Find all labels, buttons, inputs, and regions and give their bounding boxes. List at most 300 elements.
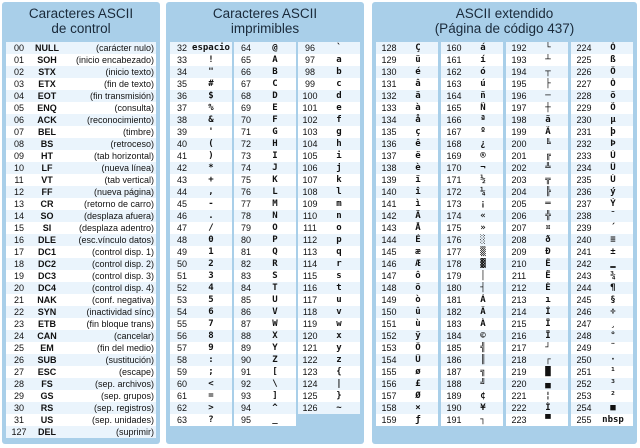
character-cell: S [272, 271, 278, 281]
character-cell: │ [480, 271, 486, 281]
extended-row [376, 138, 438, 150]
code-cell: 13 [13, 199, 24, 209]
character-cell: X [272, 331, 278, 341]
code-cell: 72 [240, 139, 251, 149]
character-cell: q [336, 247, 342, 257]
character-cell: ┘ [545, 343, 551, 353]
code-cell: 171 [446, 175, 462, 185]
character-cell: º [480, 127, 486, 137]
description-cell: (tab vertical) [104, 175, 154, 185]
extended-row [571, 366, 633, 378]
extended-row [441, 186, 503, 198]
code-cell: 18 [13, 259, 24, 269]
extended-row [376, 54, 438, 66]
extended-row [506, 114, 568, 126]
code-cell: 159 [381, 415, 397, 425]
character-cell: Û [610, 163, 616, 173]
code-cell: 02 [13, 67, 24, 77]
mnemonic-cell: SYN [37, 307, 57, 317]
extended-row [506, 306, 568, 318]
extended-row [376, 282, 438, 294]
code-cell: 210 [511, 259, 527, 269]
control-row [6, 102, 156, 114]
extended-row [376, 234, 438, 246]
code-cell: 129 [381, 55, 397, 65]
character-cell: @ [272, 43, 278, 53]
printable-row [170, 366, 232, 378]
control-row [6, 54, 156, 66]
extended-row [376, 294, 438, 306]
code-cell: 194 [511, 67, 527, 77]
mnemonic-cell: DC2 [37, 259, 56, 269]
code-cell: 116 [302, 283, 318, 293]
panel-title-line2: imprimibles [230, 21, 300, 36]
character-cell: ï [415, 175, 421, 185]
extended-row [571, 270, 633, 282]
extended-row [571, 402, 633, 414]
printable-row [298, 90, 360, 102]
code-cell: 00 [13, 43, 24, 53]
extended-row [441, 90, 503, 102]
printable-row [234, 342, 296, 354]
code-cell: 247 [576, 319, 592, 329]
character-cell: ô [415, 271, 421, 281]
description-cell: (timbre) [123, 127, 154, 137]
code-cell: 181 [446, 295, 462, 305]
description-cell: (retroceso) [110, 139, 154, 149]
character-cell: Ò [610, 79, 616, 89]
extended-row [441, 102, 503, 114]
code-cell: 94 [240, 403, 251, 413]
extended-row [441, 66, 503, 78]
control-characters-panel [2, 2, 160, 444]
extended-row [441, 78, 503, 90]
character-cell: N [272, 211, 278, 221]
extended-row [571, 138, 633, 150]
code-cell: 223 [511, 415, 527, 425]
code-cell: 61 [176, 391, 187, 401]
character-cell: & [208, 115, 214, 125]
control-row [6, 90, 156, 102]
code-cell: 75 [240, 175, 251, 185]
control-row [6, 414, 156, 426]
character-cell: Ç [415, 43, 421, 53]
character-cell: t [336, 283, 342, 293]
code-cell: 204 [511, 187, 527, 197]
extended-row [441, 150, 503, 162]
code-cell: 138 [381, 163, 397, 173]
code-cell: 68 [240, 91, 251, 101]
extended-row [376, 102, 438, 114]
mnemonic-cell: EM [40, 343, 54, 353]
code-cell: 234 [576, 163, 592, 173]
code-cell: 226 [576, 67, 592, 77]
description-cell: (inicio texto) [105, 67, 154, 77]
code-cell: 220 [511, 379, 527, 389]
mnemonic-cell: DC4 [37, 283, 56, 293]
code-cell: 56 [176, 331, 187, 341]
code-cell: 208 [511, 235, 527, 245]
code-cell: 147 [381, 271, 397, 281]
character-cell: - [208, 199, 214, 209]
character-cell: 7 [208, 319, 214, 329]
code-cell: 164 [446, 91, 462, 101]
code-cell: 19 [13, 271, 24, 281]
printable-row [234, 330, 296, 342]
description-cell: (esc.vínculo datos) [78, 235, 154, 245]
printable-row [234, 294, 296, 306]
character-cell: k [336, 175, 342, 185]
extended-row [376, 414, 438, 426]
character-cell: Ã [545, 127, 551, 137]
mnemonic-cell: VT [41, 175, 53, 185]
printable-row [234, 258, 296, 270]
character-cell: ┌ [545, 355, 551, 365]
extended-row [441, 282, 503, 294]
code-cell: 95 [240, 415, 251, 425]
character-cell: D [272, 91, 278, 101]
code-cell: 26 [13, 355, 24, 365]
mnemonic-cell: SI [42, 223, 52, 233]
character-cell: ¸ [610, 319, 616, 329]
description-cell: (consulta) [114, 103, 154, 113]
mnemonic-cell: BS [40, 139, 54, 149]
mnemonic-cell: CAN [37, 331, 57, 341]
code-cell: 155 [381, 367, 397, 377]
printable-row [298, 222, 360, 234]
printable-row [234, 282, 296, 294]
code-cell: 22 [13, 307, 24, 317]
character-cell: \ [272, 379, 278, 389]
character-cell: Ú [610, 151, 616, 161]
code-cell: 184 [446, 331, 462, 341]
code-cell: 124 [302, 379, 318, 389]
mnemonic-cell: GS [40, 391, 54, 401]
character-cell: { [336, 367, 342, 377]
printable-row [170, 78, 232, 90]
code-cell: 35 [176, 79, 187, 89]
code-cell: 106 [302, 163, 318, 173]
code-cell: 39 [176, 127, 187, 137]
extended-row [571, 186, 633, 198]
extended-row [571, 390, 633, 402]
character-cell: / [208, 223, 214, 233]
printable-row [170, 270, 232, 282]
character-cell: À [480, 319, 486, 329]
extended-row [376, 210, 438, 222]
code-cell: 45 [176, 199, 187, 209]
character-cell: V [272, 307, 278, 317]
code-cell: 222 [511, 403, 527, 413]
character-cell: ¨ [610, 343, 616, 353]
extended-row [506, 54, 568, 66]
code-cell: 122 [302, 355, 318, 365]
character-cell: K [272, 175, 278, 185]
printable-row [170, 210, 232, 222]
code-cell: 209 [511, 247, 527, 257]
code-cell: 99 [304, 79, 315, 89]
control-row [6, 390, 156, 402]
character-cell: ¤ [545, 223, 551, 233]
extended-row [571, 42, 633, 54]
extended-row [376, 90, 438, 102]
control-row [6, 318, 156, 330]
code-cell: 47 [176, 223, 187, 233]
character-cell: o [336, 223, 342, 233]
character-cell: þ [610, 127, 616, 137]
code-cell: 16 [13, 235, 24, 245]
code-cell: 57 [176, 343, 187, 353]
printable-row [298, 378, 360, 390]
code-cell: 153 [381, 343, 397, 353]
extended-row [376, 222, 438, 234]
code-cell: 09 [13, 151, 24, 161]
printable-row [170, 138, 232, 150]
character-cell: ÷ [610, 307, 616, 317]
mnemonic-cell: EOT [37, 91, 57, 101]
character-cell: p [336, 235, 342, 245]
extended-row [441, 114, 503, 126]
character-cell: ╬ [545, 211, 551, 221]
code-cell: 128 [381, 43, 397, 53]
control-row [6, 402, 156, 414]
mnemonic-cell: ESC [37, 367, 57, 377]
control-row [6, 222, 156, 234]
printable-row [234, 318, 296, 330]
extended-row [376, 270, 438, 282]
character-cell: Ü [415, 355, 421, 365]
printable-row [234, 234, 296, 246]
code-cell: 15 [13, 223, 24, 233]
character-cell: $ [208, 91, 214, 101]
code-cell: 238 [576, 211, 592, 221]
code-cell: 48 [176, 235, 187, 245]
code-cell: 04 [13, 91, 24, 101]
character-cell: H [272, 139, 278, 149]
printable-row [298, 102, 360, 114]
character-cell: ö [415, 283, 421, 293]
code-cell: 139 [381, 175, 397, 185]
code-cell: 154 [381, 355, 397, 365]
description-cell: (cancelar) [113, 331, 154, 341]
code-cell: 62 [176, 403, 187, 413]
character-cell: æ [415, 247, 421, 257]
character-cell: ä [415, 91, 421, 101]
control-row [6, 210, 156, 222]
code-cell: 167 [446, 127, 462, 137]
character-cell: ã [545, 115, 551, 125]
code-cell: 244 [576, 283, 592, 293]
character-cell: Þ [610, 139, 616, 149]
character-cell: Õ [610, 103, 616, 113]
character-cell: õ [610, 91, 616, 101]
code-cell: 249 [576, 343, 592, 353]
control-row [6, 174, 156, 186]
control-row [6, 342, 156, 354]
description-cell: (fin de texto) [103, 79, 154, 89]
control-row [6, 354, 156, 366]
code-cell: 20 [13, 283, 24, 293]
character-cell: 8 [208, 331, 214, 341]
description-cell: (sep. grupos) [100, 391, 154, 401]
character-cell: ‗ [610, 259, 616, 269]
extended-row [441, 306, 503, 318]
code-cell: 173 [446, 199, 462, 209]
extended-row [506, 366, 568, 378]
character-cell: } [336, 391, 342, 401]
code-cell: 121 [302, 343, 318, 353]
panel-title-line1: ASCII extendido [455, 6, 554, 21]
character-cell: « [480, 211, 486, 221]
code-cell: 212 [511, 283, 527, 293]
description-cell: (reconocimiento) [86, 115, 154, 125]
description-cell: (control disp. 4) [91, 283, 154, 293]
character-cell: ¾ [610, 271, 616, 281]
character-cell: ø [415, 367, 421, 377]
printable-row [234, 366, 296, 378]
character-cell: Á [480, 295, 486, 305]
character-cell: ¥ [480, 403, 486, 413]
code-cell: 252 [576, 379, 592, 389]
printable-row [298, 234, 360, 246]
code-cell: 200 [511, 139, 527, 149]
character-cell: ê [415, 139, 421, 149]
character-cell: á [480, 43, 486, 53]
character-cell: B [272, 67, 278, 77]
panel-title-line1: Caracteres ASCII [28, 6, 134, 21]
code-cell: 162 [446, 67, 462, 77]
control-row [6, 246, 156, 258]
extended-row [571, 150, 633, 162]
code-cell: 112 [302, 235, 318, 245]
code-cell: 145 [381, 247, 397, 257]
character-cell: ı [545, 295, 551, 305]
printable-row [298, 150, 360, 162]
printable-row [234, 402, 296, 414]
extended-row [571, 126, 633, 138]
control-row [6, 198, 156, 210]
printable-row [170, 90, 232, 102]
code-cell: 157 [381, 391, 397, 401]
code-cell: 193 [511, 55, 527, 65]
code-cell: 37 [176, 103, 187, 113]
code-cell: 135 [381, 127, 397, 137]
code-cell: 87 [240, 319, 251, 329]
printable-row [170, 306, 232, 318]
description-cell: (fin bloque trans) [86, 319, 154, 329]
extended-row [506, 318, 568, 330]
panel-title [166, 4, 364, 38]
character-cell: Ï [545, 331, 551, 341]
code-cell: 158 [381, 403, 397, 413]
character-cell: ³ [610, 379, 616, 389]
panel-title-line2: (Página de código 437) [434, 21, 575, 36]
character-cell: î [415, 187, 421, 197]
code-cell: 160 [446, 43, 462, 53]
code-cell: 71 [240, 127, 251, 137]
control-row [6, 270, 156, 282]
character-cell: █ [545, 367, 551, 377]
code-cell: 140 [381, 187, 397, 197]
code-cell: 174 [446, 211, 462, 221]
character-cell: ├ [545, 79, 551, 89]
code-cell: 97 [304, 55, 315, 65]
character-cell: ≡ [610, 235, 616, 245]
code-cell: 102 [302, 115, 318, 125]
extended-row [376, 378, 438, 390]
code-cell: 245 [576, 295, 592, 305]
character-cell: ╔ [545, 151, 551, 161]
code-cell: 146 [381, 259, 397, 269]
printable-row [298, 174, 360, 186]
code-cell: 185 [446, 343, 462, 353]
character-cell: ^ [272, 403, 278, 413]
code-cell: 23 [13, 319, 24, 329]
extended-row [506, 42, 568, 54]
extended-row [441, 54, 503, 66]
code-cell: 125 [302, 391, 318, 401]
printable-row [170, 246, 232, 258]
code-cell: 100 [302, 91, 318, 101]
extended-row [441, 126, 503, 138]
character-cell: u [336, 295, 342, 305]
extended-row [441, 222, 503, 234]
code-cell: 231 [576, 127, 592, 137]
code-cell: 127 [11, 427, 27, 437]
character-cell: ò [415, 295, 421, 305]
description-cell: (nueva línea) [101, 163, 154, 173]
printable-row [170, 342, 232, 354]
extended-row [506, 270, 568, 282]
printable-row [298, 390, 360, 402]
code-cell: 63 [176, 415, 187, 425]
mnemonic-cell: ETX [38, 79, 56, 89]
printable-row [234, 138, 296, 150]
code-cell: 205 [511, 199, 527, 209]
character-cell: ß [610, 55, 616, 65]
printable-row [298, 210, 360, 222]
code-cell: 253 [576, 391, 592, 401]
code-cell: 113 [302, 247, 318, 257]
character-cell: 5 [208, 295, 214, 305]
extended-row [441, 366, 503, 378]
mnemonic-cell: LF [41, 163, 53, 173]
printable-row [298, 270, 360, 282]
character-cell: § [610, 295, 616, 305]
code-cell: 07 [13, 127, 24, 137]
character-cell: _ [272, 415, 278, 425]
code-cell: 152 [381, 331, 397, 341]
character-cell: ¿ [480, 139, 486, 149]
mnemonic-cell: SUB [37, 355, 57, 365]
character-cell: ┬ [545, 67, 551, 77]
extended-row [441, 198, 503, 210]
printable-row [234, 270, 296, 282]
code-cell: 224 [576, 43, 592, 53]
character-cell: â [415, 79, 421, 89]
character-cell: F [272, 115, 278, 125]
control-row [6, 126, 156, 138]
character-cell: Î [545, 319, 551, 329]
character-cell: ¢ [480, 391, 486, 401]
code-cell: 239 [576, 223, 592, 233]
mnemonic-cell: BEL [38, 127, 56, 137]
printable-row [298, 354, 360, 366]
character-cell: © [480, 331, 486, 341]
code-cell: 60 [176, 379, 187, 389]
extended-row [506, 90, 568, 102]
description-cell: (inicio encabezado) [75, 55, 154, 65]
